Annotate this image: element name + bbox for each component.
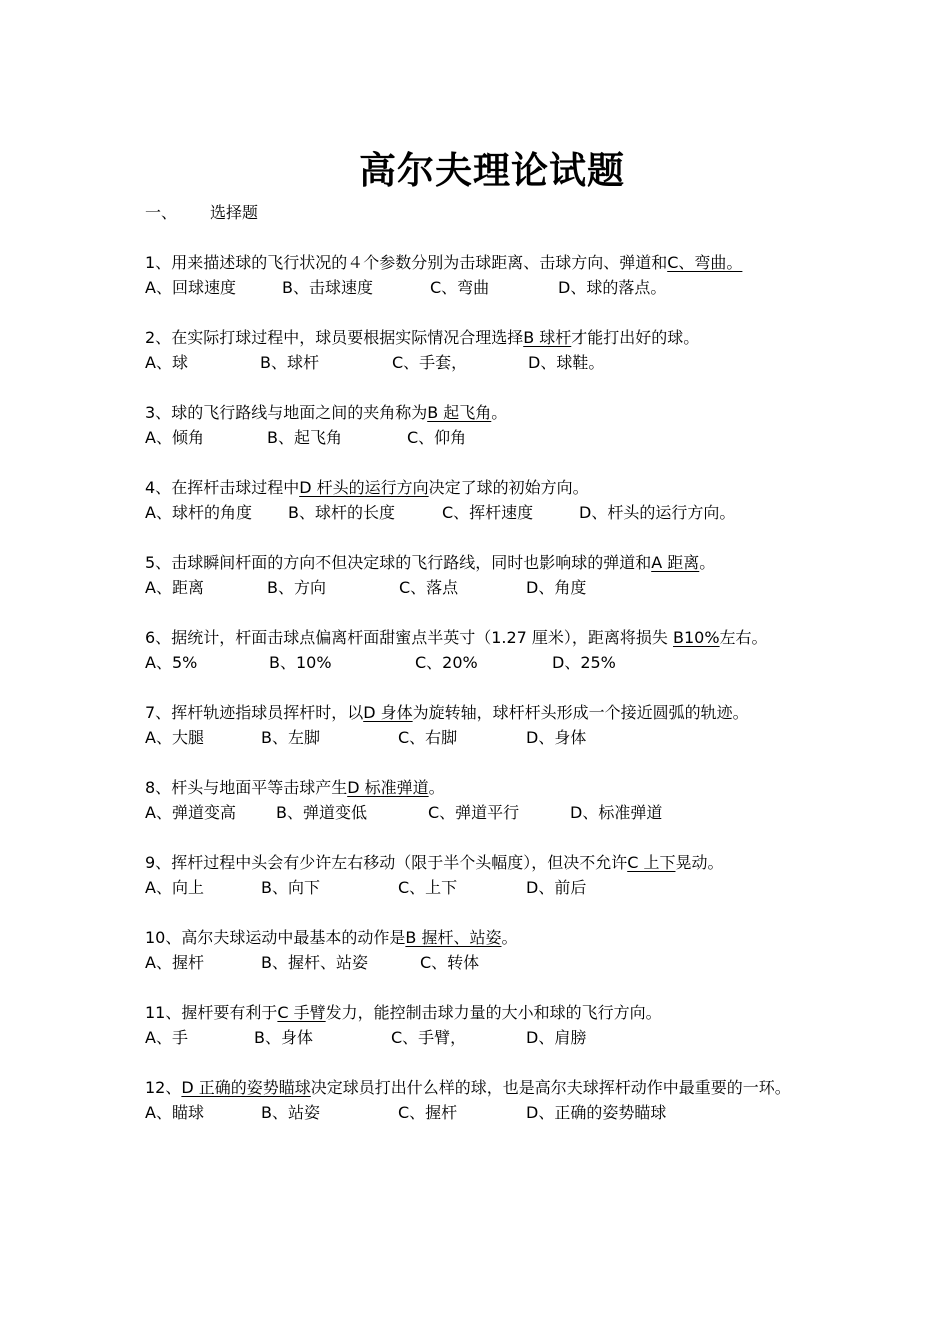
question-7	[145, 700, 810, 750]
option-c: C、落点	[399, 578, 459, 597]
answer-text: B 起飞角	[427, 403, 492, 422]
question-1	[145, 250, 810, 300]
option-d: D、标准弹道	[570, 803, 663, 822]
stem-text-after: 。	[699, 553, 716, 572]
answer-text: D 正确的姿势瞄球	[181, 1078, 311, 1097]
option-b: B、球杆	[260, 353, 319, 372]
question-5	[145, 550, 810, 600]
question-4	[145, 475, 810, 525]
stem-text-after: 决定球员打出什么样的球，也是高尔夫球挥杆动作中最重要的一环。	[310, 1078, 791, 1097]
option-a: A、回球速度	[145, 278, 236, 297]
option-d: D、前后	[526, 878, 587, 897]
answer-text: C、弯曲。	[667, 253, 743, 272]
question-list	[145, 250, 810, 1150]
option-row	[145, 1025, 810, 1050]
question-number: 7、	[145, 703, 172, 722]
option-row	[145, 350, 810, 375]
stem-text: 挥杆轨迹指球员挥杆时，以	[171, 703, 364, 722]
stem-text-after: 。	[501, 928, 518, 947]
question-number: 12、	[145, 1078, 182, 1097]
option-a: A、弹道变高	[145, 803, 236, 822]
question-stem	[145, 475, 810, 500]
question-stem	[145, 625, 810, 650]
option-b: B、10%	[269, 653, 332, 672]
question-number: 1、	[145, 253, 172, 272]
section-heading	[145, 203, 258, 223]
option-c: C、上下	[398, 878, 458, 897]
question-3	[145, 400, 810, 450]
stem-text: 在挥杆击球过程中	[171, 478, 300, 497]
question-12	[145, 1075, 810, 1125]
option-row	[145, 950, 810, 975]
option-a: A、大腿	[145, 728, 204, 747]
stem-text: 握杆要有利于	[181, 1003, 278, 1022]
stem-text: 挥杆过程中头会有少许左右移动（限于半个头幅度），但决不允许	[171, 853, 628, 872]
option-a: A、倾角	[145, 428, 204, 447]
option-c: C、挥杆速度	[442, 503, 534, 522]
option-a: A、手	[145, 1028, 188, 1047]
option-d: D、25%	[552, 653, 616, 672]
question-stem	[145, 1000, 810, 1025]
question-11	[145, 1000, 810, 1050]
question-stem	[145, 1075, 810, 1100]
answer-text: C 上下	[627, 853, 676, 872]
stem-text: 据统计，杆面击球点偏离杆面甜蜜点半英寸（1.27 厘米），距离将损失	[171, 628, 673, 647]
question-10	[145, 925, 810, 975]
option-b: B、方向	[267, 578, 326, 597]
question-number: 4、	[145, 478, 172, 497]
question-number: 8、	[145, 778, 172, 797]
question-number: 6、	[145, 628, 172, 647]
option-row	[145, 725, 810, 750]
option-c: C、握杆	[398, 1103, 458, 1122]
option-d: D、杆头的运行方向。	[579, 503, 736, 522]
option-a: A、距离	[145, 578, 204, 597]
option-a: A、握杆	[145, 953, 204, 972]
stem-text: 高尔夫球运动中最基本的动作是	[181, 928, 406, 947]
question-8	[145, 775, 810, 825]
option-c: C、手套，	[392, 353, 468, 372]
option-a: A、球杆的角度	[145, 503, 252, 522]
stem-text-after: 。	[428, 778, 445, 797]
stem-text: 在实际打球过程中，球员要根据实际情况合理选择	[171, 328, 524, 347]
answer-text: D 身体	[363, 703, 413, 722]
option-b: B、起飞角	[267, 428, 342, 447]
option-d: D、球的落点。	[558, 278, 667, 297]
stem-text-after: 决定了球的初始方向。	[428, 478, 589, 497]
option-b: B、击球速度	[282, 278, 373, 297]
option-row	[145, 1100, 810, 1125]
stem-text-after: 发力，能控制击球力量的大小和球的飞行方向。	[325, 1003, 662, 1022]
option-row	[145, 575, 810, 600]
option-d: D、角度	[526, 578, 587, 597]
option-b: B、站姿	[261, 1103, 320, 1122]
question-stem	[145, 700, 810, 725]
stem-text: 球的飞行路线与地面之间的夹角称为	[171, 403, 428, 422]
option-c: C、转体	[420, 953, 480, 972]
option-b: B、握杆、站姿	[261, 953, 368, 972]
question-stem	[145, 775, 810, 800]
option-c: C、20%	[415, 653, 478, 672]
option-c: C、手臂，	[391, 1028, 467, 1047]
option-c: C、弹道平行	[428, 803, 520, 822]
stem-text: 用来描述球的飞行状况的４个参数分别为击球距离、击球方向、弹道和	[171, 253, 668, 272]
question-number: 10、	[145, 928, 182, 947]
answer-text: B 球杆	[523, 328, 572, 347]
question-9	[145, 850, 810, 900]
option-c: C、仰角	[407, 428, 467, 447]
option-row	[145, 875, 810, 900]
answer-text: D 标准弹道	[347, 778, 429, 797]
option-row	[145, 425, 810, 450]
stem-text: 杆头与地面平等击球产生	[171, 778, 348, 797]
option-a: A、瞄球	[145, 1103, 204, 1122]
option-a: A、5%	[145, 653, 198, 672]
question-stem	[145, 400, 810, 425]
option-b: B、球杆的长度	[288, 503, 395, 522]
option-row	[145, 800, 810, 825]
question-stem	[145, 850, 810, 875]
option-row	[145, 275, 810, 300]
question-stem	[145, 325, 810, 350]
answer-text: D 杆头的运行方向	[299, 478, 429, 497]
question-stem	[145, 550, 810, 575]
option-d: D、球鞋。	[528, 353, 605, 372]
question-stem	[145, 925, 810, 950]
option-b: B、向下	[261, 878, 320, 897]
option-d: D、身体	[526, 728, 587, 747]
stem-text-after: 。	[491, 403, 508, 422]
stem-text-after: 为旋转轴，球杆杆头形成一个接近圆弧的轨迹。	[412, 703, 749, 722]
question-number: 3、	[145, 403, 172, 422]
option-c: C、弯曲	[430, 278, 490, 297]
option-c: C、右脚	[398, 728, 458, 747]
option-row	[145, 500, 810, 525]
document-title: 高尔夫理论试题	[359, 149, 625, 192]
option-b: B、身体	[254, 1028, 313, 1047]
answer-text: B10%	[673, 628, 720, 647]
question-number: 9、	[145, 853, 172, 872]
section-label: 选择题	[210, 203, 259, 222]
option-d: D、正确的姿势瞄球	[526, 1103, 667, 1122]
stem-text: 击球瞬间杆面的方向不但决定球的飞行路线，同时也影响球的弹道和	[171, 553, 652, 572]
question-stem	[145, 250, 810, 275]
stem-text-after: 左右。	[719, 628, 768, 647]
question-number: 11、	[145, 1003, 182, 1022]
answer-text: A 距离	[651, 553, 700, 572]
option-d: D、肩膀	[526, 1028, 587, 1047]
question-6	[145, 625, 810, 675]
answer-text: B 握杆、站姿	[405, 928, 502, 947]
option-b: B、弹道变低	[276, 803, 367, 822]
option-b: B、左脚	[261, 728, 320, 747]
stem-text-after: 晃动。	[675, 853, 724, 872]
option-a: A、球	[145, 353, 188, 372]
stem-text-after: 才能打出好的球。	[571, 328, 700, 347]
section-number: 一、	[145, 203, 178, 222]
question-number: 2、	[145, 328, 172, 347]
option-row	[145, 650, 810, 675]
option-a: A、向上	[145, 878, 204, 897]
question-number: 5、	[145, 553, 172, 572]
question-2	[145, 325, 810, 375]
answer-text: C 手臂	[277, 1003, 326, 1022]
